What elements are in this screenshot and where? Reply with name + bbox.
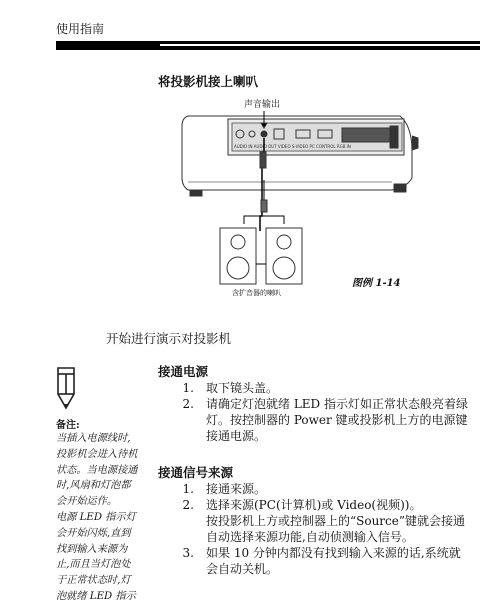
note-line: 投影机会进入待机 [56,448,138,460]
svg-text:AUDIO IN AUDIO OUT VIDEO: AUDIO IN AUDIO OUT VIDEO S-VIDEO PC CONTROL RGB IN [234,144,351,149]
header-rule [56,41,480,50]
list-number: 1. [182,482,194,496]
note-title: 备注: [56,420,80,431]
left-speaker [220,228,256,284]
note-line: 当插入电源线时, [56,433,131,444]
list-number: 3. [182,546,194,560]
section-heading-connect-speakers: 将投影机接上喇叭 [158,74,259,89]
pencil-icon [54,366,78,412]
note-line: 泡就绪 LED 指示 [56,590,136,602]
audio-out-port [261,131,267,137]
right-speaker [266,228,302,284]
figure-caption: 图例 1-14 [352,278,401,289]
note-line: 电源 LED 指示灯 [56,511,136,523]
note-body [56,431,140,605]
section-heading-start: 开始进行演示对投影机 [106,331,232,346]
note-line: 止,而且当灯泡处 [56,559,131,571]
header-title: 使用指南 [56,22,105,36]
note-line: 找到输入来源为 [56,543,128,555]
note-line: 会开始运作。 [56,496,118,508]
note-line: 时,风扇和灯泡都 [56,480,131,492]
note-line: 会开始闪烁,直到 [56,527,131,539]
label-speakers: 含扩音器的喇叭 [232,289,281,297]
list-number: 1. [182,381,194,395]
label-audio-out: 声音输出 [244,100,281,110]
projector-speaker-diagram [180,96,420,301]
source-section-heading: 接通信号来源 [158,465,234,480]
note-line: 状态。当电源接通 [56,464,138,476]
list-number: 2. [182,397,194,411]
power-section-heading: 接通电源 [158,364,209,379]
list-number: 2. [182,498,194,512]
note-line: 于正常状态时,灯 [56,575,131,587]
